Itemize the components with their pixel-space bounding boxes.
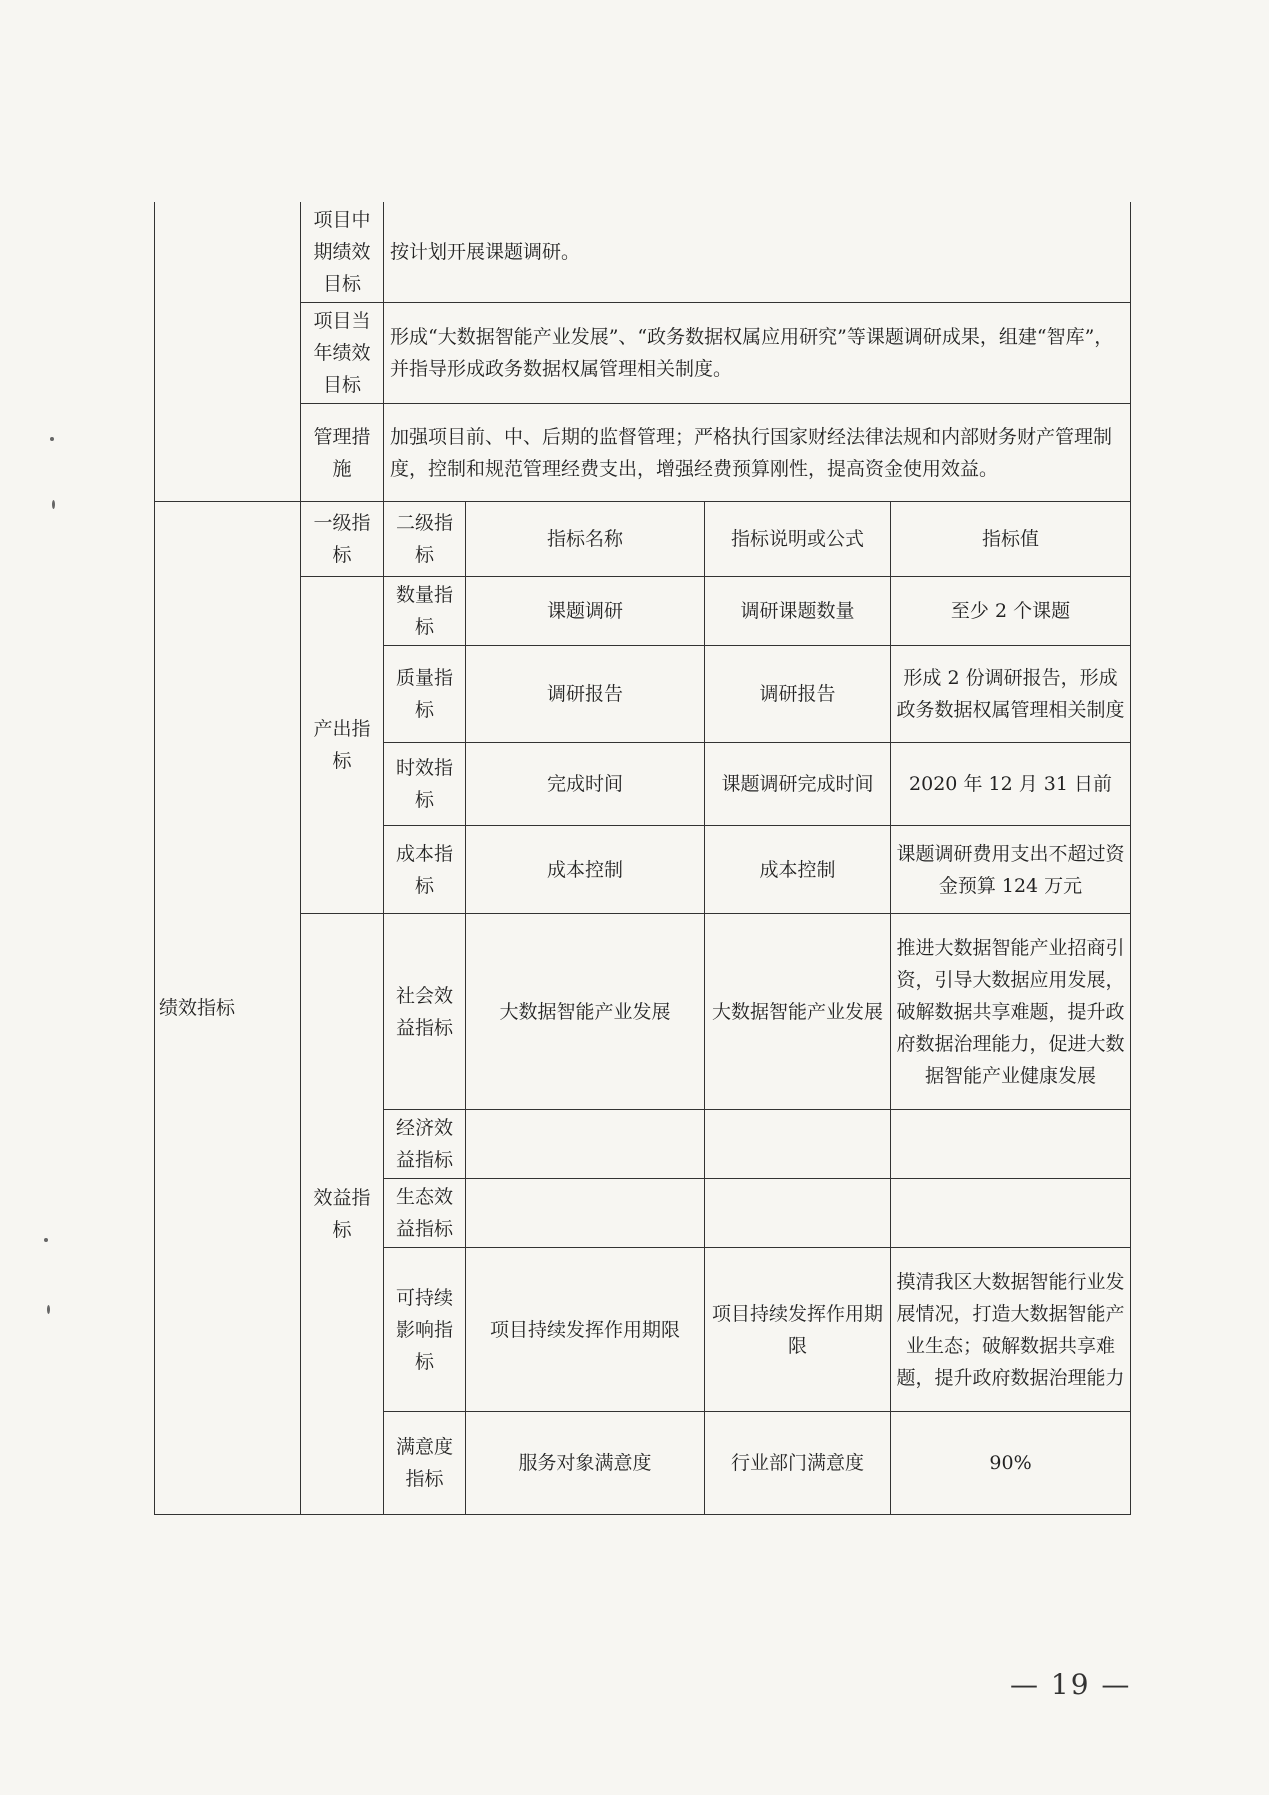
table-row-desc xyxy=(705,1110,891,1179)
table-row-desc: 成本控制 xyxy=(705,826,891,914)
header-indicator-desc: 指标说明或公式 xyxy=(705,502,891,577)
scan-speck xyxy=(50,437,54,441)
table-row-desc: 行业部门满意度 xyxy=(705,1412,891,1515)
table-row-value: 90% xyxy=(891,1412,1131,1515)
table-row-level2: 时效指标 xyxy=(384,743,466,826)
table-row-name: 课题调研 xyxy=(466,577,705,646)
table-row-level2: 社会效益指标 xyxy=(384,914,466,1110)
table-row-level2: 成本指标 xyxy=(384,826,466,914)
mid-term-goal-content: 按计划开展课题调研。 xyxy=(384,202,1131,303)
table-row-value: 2020 年 12 月 31 日前 xyxy=(891,743,1131,826)
table-row-level2: 生态效益指标 xyxy=(384,1179,466,1248)
page-number: — 19 — xyxy=(1010,1668,1132,1701)
table-row-desc: 课题调研完成时间 xyxy=(705,743,891,826)
output-indicators-group: 产出指标 xyxy=(301,577,384,914)
header-indicator-value: 指标值 xyxy=(891,502,1131,577)
performance-table-page xyxy=(154,202,1130,1511)
table-row-name xyxy=(466,1110,705,1179)
table-row-level2: 经济效益指标 xyxy=(384,1110,466,1179)
table-row-desc: 项目持续发挥作用期限 xyxy=(705,1248,891,1412)
table-row-level2: 质量指标 xyxy=(384,646,466,743)
table-row-name: 成本控制 xyxy=(466,826,705,914)
table-row-level2: 满意度指标 xyxy=(384,1412,466,1515)
performance-goals-table xyxy=(154,202,1131,1515)
header-level2: 二级指标 xyxy=(384,502,466,577)
management-measures-content: 加强项目前、中、后期的监督管理；严格执行国家财经法律法规和内部财务财产管理制度，控制和规范管理经费支出，增强经费预算刚性，提高资金使用效益。 xyxy=(384,404,1131,502)
table-row-desc xyxy=(705,1179,891,1248)
performance-indicators-label: 绩效指标 xyxy=(155,502,301,1515)
management-measures-label: 管理措施 xyxy=(301,404,384,502)
table-row-value xyxy=(891,1110,1131,1179)
scan-speck xyxy=(52,500,55,509)
scan-speck xyxy=(47,1305,50,1314)
table-row-name xyxy=(466,1179,705,1248)
header-indicator-name: 指标名称 xyxy=(466,502,705,577)
table-row-name: 大数据智能产业发展 xyxy=(466,914,705,1110)
table-row-name: 完成时间 xyxy=(466,743,705,826)
table-row-value: 课题调研费用支出不超过资金预算 124 万元 xyxy=(891,826,1131,914)
table-row-level2: 数量指标 xyxy=(384,577,466,646)
blank-left-cell xyxy=(155,202,301,502)
header-level1: 一级指标 xyxy=(301,502,384,577)
table-row-value: 推进大数据智能产业招商引资，引导大数据应用发展，破解数据共享难题，提升政府数据治理能力，促进大数据智能产业健康发展 xyxy=(891,914,1131,1110)
table-row-name: 项目持续发挥作用期限 xyxy=(466,1248,705,1412)
table-row-level2: 可持续影响指标 xyxy=(384,1248,466,1412)
table-row-name: 服务对象满意度 xyxy=(466,1412,705,1515)
table-row-desc: 调研课题数量 xyxy=(705,577,891,646)
table-row-value: 至少 2 个课题 xyxy=(891,577,1131,646)
scan-speck xyxy=(44,1238,48,1242)
table-row-desc: 调研报告 xyxy=(705,646,891,743)
table-row-name: 调研报告 xyxy=(466,646,705,743)
current-year-goal-label: 项目当年绩效目标 xyxy=(301,303,384,404)
table-row-value xyxy=(891,1179,1131,1248)
table-row-desc: 大数据智能产业发展 xyxy=(705,914,891,1110)
benefit-indicators-group: 效益指标 xyxy=(301,914,384,1515)
mid-term-goal-label: 项目中期绩效目标 xyxy=(301,202,384,303)
current-year-goal-content: 形成“大数据智能产业发展”、“政务数据权属应用研究”等课题调研成果，组建“智库”，并指导形成政务数据权属管理相关制度。 xyxy=(384,303,1131,404)
table-row-value: 形成 2 份调研报告，形成政务数据权属管理相关制度 xyxy=(891,646,1131,743)
table-row-value: 摸清我区大数据智能行业发展情况，打造大数据智能产业生态；破解数据共享难题，提升政府数据治理能力 xyxy=(891,1248,1131,1412)
